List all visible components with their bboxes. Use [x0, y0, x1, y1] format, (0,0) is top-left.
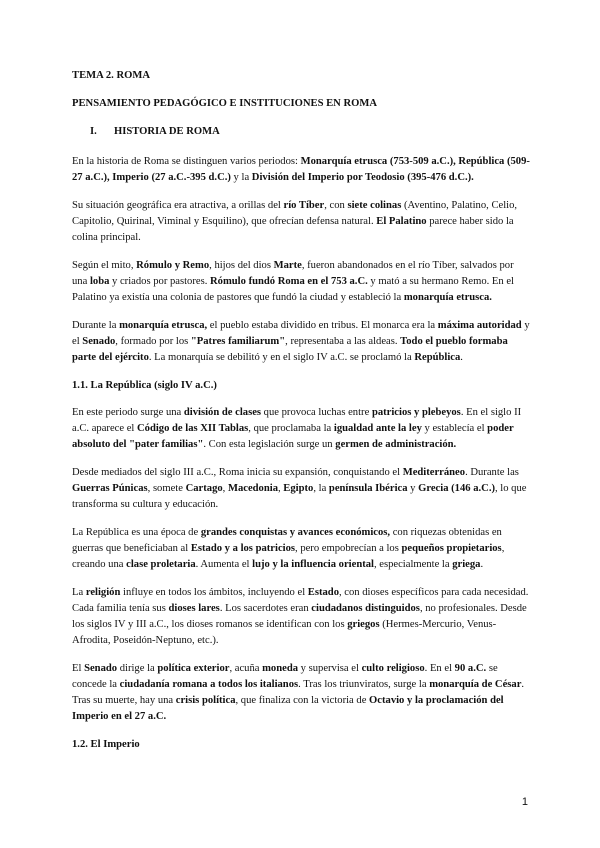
- paragraph-senate: [72, 661, 530, 725]
- text: .: [480, 559, 484, 570]
- section-heading: [90, 124, 530, 140]
- bold-text: Rómulo y Remo: [136, 260, 210, 271]
- bold-text: pequeños propietarios: [401, 543, 502, 554]
- text: . La monarquía se debilitó y en el siglo IV a.C. se proclamó la: [148, 352, 415, 363]
- text: Durante la: [72, 320, 120, 331]
- bold-text: "Patres familiarum": [190, 336, 286, 347]
- text: , que proclamaba la: [248, 423, 334, 434]
- bold-text: monarquía etrusca,: [119, 320, 208, 331]
- bold-text: siete colinas: [347, 200, 402, 211]
- text: , lo que transforma su cultura y educación.: [72, 483, 527, 510]
- document-page: [72, 68, 530, 764]
- text: La: [72, 587, 86, 598]
- paragraph-monarchy: [72, 318, 530, 366]
- bold-text: Octavio y la proclamación del Imperio en el 27 a.C.: [72, 695, 504, 722]
- text: , con: [324, 200, 348, 211]
- section-title: HISTORIA DE ROMA: [114, 126, 220, 137]
- text: . En el: [424, 663, 455, 674]
- bold-text: División del Imperio por Teodosio (395-476 d.C.).: [251, 172, 474, 183]
- text: con riquezas obtenidas en guerras que beneficiaban al: [72, 527, 502, 554]
- text: En la historia de Roma se distinguen varios periodos:: [72, 156, 301, 167]
- text: . Tras los triunviratos, surge la: [298, 679, 430, 690]
- text: . Con esta legislación surge un: [203, 439, 336, 450]
- bold-text: Cartago: [185, 483, 223, 494]
- bold-text: ciudadanos distinguidos: [311, 603, 420, 614]
- text: y el: [72, 320, 530, 347]
- text: , con dioses específicos para cada necesidad. Cada familia tenía sus: [72, 587, 529, 614]
- text: , fueron abandonados en el río Tíber, salvados por una: [72, 260, 514, 287]
- text: Su situación geográfica era atractiva, a orillas del: [72, 200, 284, 211]
- text: , creando una: [72, 543, 505, 570]
- text: ,: [222, 483, 228, 494]
- bold-text: Marte: [273, 260, 302, 271]
- text: (Aventino, Palatino, Celio, Capitolio, Quirinal, Viminal y Esquilino), que ofrecían defensa natural.: [72, 200, 518, 227]
- bold-text: religión: [85, 587, 121, 598]
- bold-text: grandes conquistas y avances económicos,: [200, 527, 391, 538]
- bold-text: germen de administración.: [335, 439, 457, 450]
- bold-text: monarquía etrusca.: [403, 292, 492, 303]
- bold-text: lujo y la influencia oriental: [252, 559, 374, 570]
- bold-text: igualdad ante la ley: [333, 423, 422, 434]
- text: parece haber sido la colina principal.: [72, 216, 514, 243]
- text: .: [460, 352, 463, 363]
- text: y establecía el: [421, 423, 488, 434]
- text: . En el siglo II a.C. aparece el: [72, 407, 522, 434]
- text: , pero empobrecían a los: [295, 543, 402, 554]
- text: , que finaliza con la victoria de: [235, 695, 370, 706]
- bold-text: 90 a.C.: [454, 663, 487, 674]
- bold-text: El Palatino: [376, 216, 427, 227]
- bold-text: Rómulo fundó Roma en el 753 a.C.: [210, 276, 368, 287]
- text: . Tras su muerte, hay una: [72, 679, 525, 706]
- text: Según el mito,: [72, 260, 137, 271]
- bold-text: política exterior: [157, 663, 230, 674]
- text: se concede la: [72, 663, 498, 690]
- text: La República es una época de: [72, 527, 201, 538]
- bold-text: Código de las XII Tablas: [137, 423, 249, 434]
- text: y la: [230, 172, 252, 183]
- bold-text: Senado: [84, 663, 118, 674]
- text: , acuña: [229, 663, 263, 674]
- text: , no profesionales. Desde los siglos IV y III a.C., los dioses romanos se identifican con los: [72, 603, 527, 630]
- bold-text: República: [414, 352, 461, 363]
- paragraph-periods: [72, 154, 530, 186]
- text: y: [407, 483, 419, 494]
- text: y criados por pastores.: [109, 276, 211, 287]
- text: Desde mediados del siglo III a.C., Roma inicia su expansión, conquistando el: [72, 467, 403, 478]
- text: el pueblo estaba dividido en tribus. El monarca era la: [207, 320, 438, 331]
- text: . Durante las: [465, 467, 519, 478]
- bold-text: Macedonia: [227, 483, 278, 494]
- document-subtitle: PENSAMIENTO PEDAGÓGICO E INSTITUCIONES EN ROMA: [72, 98, 378, 109]
- bold-text: Mediterráneo: [402, 467, 466, 478]
- page-number: 1: [521, 796, 528, 808]
- text: y mató a su hermano Remo. En el Palatino ya existía una colonia de pastores que fundó la ciudad y estableció la: [72, 276, 514, 303]
- bold-text: Estado y a los patricios: [190, 543, 296, 554]
- bold-text: división de clases: [183, 407, 262, 418]
- subsection-heading-republic: 1.1. La República (siglo IV a.C.): [72, 380, 217, 391]
- bold-text: dioses lares: [168, 603, 220, 614]
- paragraph-classes: [72, 405, 530, 453]
- text: , representaba a las aldeas.: [285, 336, 401, 347]
- text: ,: [278, 483, 284, 494]
- bold-text: griega: [452, 559, 481, 570]
- text: En este periodo surge una: [72, 407, 184, 418]
- bold-text: península Ibérica: [328, 483, 408, 494]
- bold-text: río Tíber: [283, 200, 325, 211]
- bold-text: Estado: [307, 587, 339, 598]
- text: , especialmente la: [373, 559, 453, 570]
- bold-text: Todo el pueblo formaba parte del ejército: [72, 336, 508, 363]
- bold-text: ciudadanía romana a todos los italianos: [119, 679, 299, 690]
- text: influye en todos los ámbitos, incluyendo el: [120, 587, 308, 598]
- bold-text: monarquía de César: [429, 679, 522, 690]
- paragraph-myth: [72, 258, 530, 306]
- text: que provoca luchas entre: [261, 407, 372, 418]
- paragraph-religion: [72, 585, 530, 649]
- text: , formado por los: [115, 336, 191, 347]
- text: dirige la: [117, 663, 158, 674]
- text: . Aumenta el: [195, 559, 253, 570]
- bold-text: poder absoluto del "pater familias": [72, 423, 514, 450]
- paragraph-expansion: [72, 465, 530, 513]
- bold-text: griegos: [347, 619, 380, 630]
- text: (Hermes-Mercurio, Venus-Afrodita, Poseidón-Neptuno, etc.).: [72, 619, 497, 646]
- subsection-heading-empire: 1.2. El Imperio: [72, 739, 140, 750]
- document-title: TEMA 2. ROMA: [72, 70, 150, 81]
- bold-text: loba: [89, 276, 110, 287]
- bold-text: patricios y plebeyos: [371, 407, 461, 418]
- text: El: [72, 663, 85, 674]
- bold-text: Senado: [82, 336, 116, 347]
- bold-text: clase proletaria: [126, 559, 196, 570]
- text: . Los sacerdotes eran: [219, 603, 312, 614]
- paragraph-conquests: [72, 525, 530, 573]
- paragraph-geography: [72, 198, 530, 246]
- bold-text: Egipto: [283, 483, 314, 494]
- bold-text: crisis política: [175, 695, 236, 706]
- text: , la: [313, 483, 329, 494]
- bold-text: Grecia (146 a.C.): [418, 483, 495, 494]
- bold-text: máxima autoridad: [437, 320, 522, 331]
- bold-text: Monarquía etrusca (753-509 a.C.), República (509-27 a.C.), Imperio (27 a.C.-395 d.C.): [72, 156, 530, 183]
- text: y supervisa el: [298, 663, 362, 674]
- bold-text: culto religioso: [361, 663, 425, 674]
- text: , somete: [147, 483, 186, 494]
- bold-text: Guerras Púnicas: [72, 483, 148, 494]
- bold-text: moneda: [262, 663, 299, 674]
- text: , hijos del dios: [209, 260, 274, 271]
- section-number: I.: [90, 126, 97, 137]
